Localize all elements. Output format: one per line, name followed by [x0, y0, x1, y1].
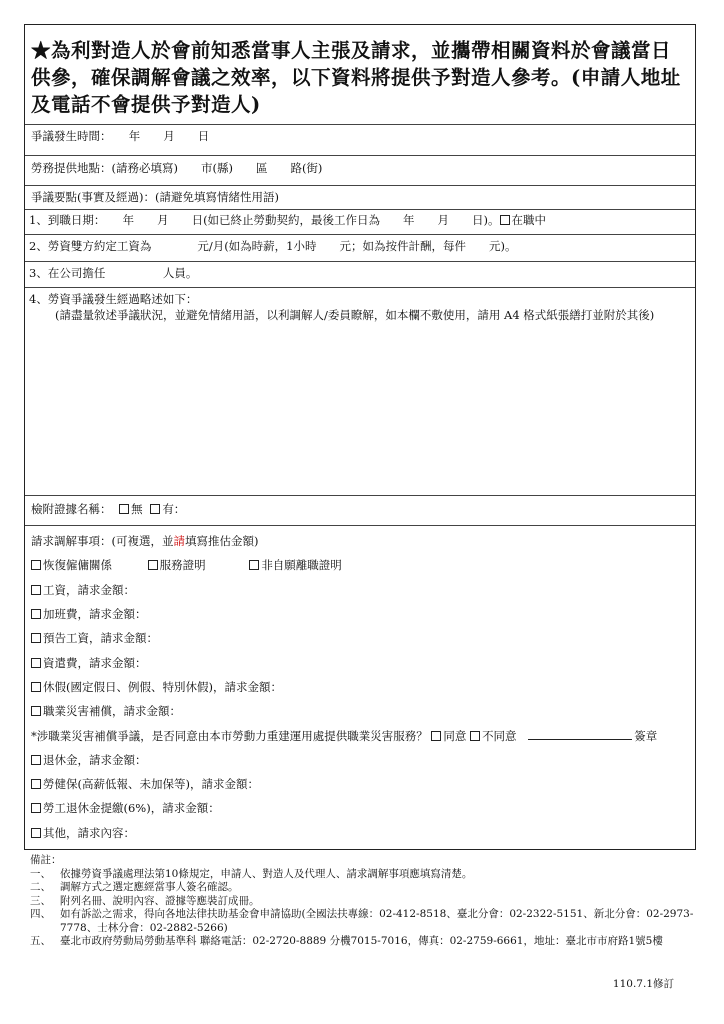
- request-item: 職業災害補償，請求金額：: [31, 704, 181, 718]
- request-heading: 請求調解事項：(可複選，並請填寫推估金額): [31, 534, 259, 548]
- agree-checkbox[interactable]: [431, 731, 441, 741]
- evidence-label: 檢附證據名稱：: [31, 502, 112, 516]
- note-item: 三、 附列名冊、說明內容、證據等應裝訂成冊。: [30, 894, 260, 907]
- note-item: 一、 依據勞資爭議處理法第10條規定，申請人、對造人及代理人、請求調解事項應填寫清楚。: [30, 867, 473, 880]
- dispute-form: [24, 24, 696, 850]
- request-row-1: 恢復僱傭關係 服務證明 非自願離職證明: [31, 558, 342, 572]
- divider: [25, 234, 695, 235]
- request-item: 勞健保(高薪低報、未加保等)，請求金額：: [31, 777, 259, 791]
- request-item: 工資，請求金額：: [31, 583, 135, 597]
- start-date-text[interactable]: 1、到職日期： 年 月 日(如已終止勞動契約，最後工作日為 年 月 日)。: [29, 213, 500, 227]
- form-title: ★為利對造人於會前知悉當事人主張及請求，並攜帶相關資料於會議當日供參，確保調解會議之效率，以下資料將提供予對造人參考。(申請人地址及電話不會提供予對造人): [31, 39, 681, 116]
- other-checkbox[interactable]: [31, 828, 41, 838]
- signature-line[interactable]: [528, 729, 632, 740]
- divider: [25, 287, 695, 288]
- restore-employment-checkbox[interactable]: [31, 560, 41, 570]
- occupational-injury-checkbox[interactable]: [31, 706, 41, 716]
- divider: [25, 155, 695, 156]
- pension-checkbox[interactable]: [31, 755, 41, 765]
- request-item: 勞工退休金提繳(6%)，請求金額：: [31, 801, 220, 815]
- request-item: 退休金，請求金額：: [31, 753, 147, 767]
- request-item: 預告工資，請求金額：: [31, 631, 158, 645]
- notes-label: 備註：: [30, 854, 62, 866]
- work-location-field[interactable]: 勞務提供地點：(請務必填寫) 市(縣) 區 路(街): [31, 161, 323, 175]
- wage-row[interactable]: 2、勞資雙方約定工資為 元/月(如為時薪，1小時 元；如為按件計酬，每件 元)。: [29, 239, 517, 253]
- occupational-service-row: *涉職業災害補償爭議，是否同意由本市勞動力重建運用處提供職業災害服務？ 同意 不同意 簽章: [31, 729, 658, 743]
- employed-checkbox[interactable]: [500, 215, 510, 225]
- divider: [25, 124, 695, 125]
- divider: [25, 495, 695, 496]
- dispute-points-label: 爭議要點(事實及經過)：(請避免填寫情緒性用語): [31, 190, 279, 204]
- employed-label: 在職中: [511, 213, 547, 227]
- severance-checkbox[interactable]: [31, 658, 41, 668]
- request-item: 其他，請求內容：: [31, 826, 135, 840]
- insurance-checkbox[interactable]: [31, 779, 41, 789]
- divider: [25, 209, 695, 210]
- note-item: 二、 調解方式之選定應經當事人簽名確認。: [30, 881, 239, 893]
- divider: [25, 185, 695, 186]
- request-item: 休假(國定假日、例假、特別休假)，請求金額：: [31, 680, 282, 694]
- involuntary-separation-checkbox[interactable]: [249, 560, 259, 570]
- evidence-yes-checkbox[interactable]: [150, 504, 160, 514]
- dispute-process-heading: 4、勞資爭議發生經過略述如下：: [29, 292, 198, 306]
- dispute-process-textarea[interactable]: [29, 345, 691, 495]
- evidence-none-label: 無: [131, 502, 143, 516]
- notice-pay-checkbox[interactable]: [31, 633, 41, 643]
- dispute-time-field[interactable]: 爭議發生時間： 年 月 日: [31, 129, 210, 143]
- dispute-process-instruction: (請盡量敘述爭議狀況，並避免情緒用語，以利調解人/委員瞭解，如本欄不敷使用，請用 A4 格式紙張繕打並附於其後): [55, 308, 655, 322]
- overtime-checkbox[interactable]: [31, 609, 41, 619]
- evidence-row: [31, 502, 185, 516]
- disagree-checkbox[interactable]: [470, 731, 480, 741]
- service-certificate-checkbox[interactable]: [148, 560, 158, 570]
- pension-contribution-checkbox[interactable]: [31, 803, 41, 813]
- request-item: 加班費，請求金額：: [31, 607, 147, 621]
- revision-date: 110.7.1修訂: [612, 978, 674, 990]
- divider: [25, 261, 695, 262]
- evidence-yes-label: 有：: [162, 502, 186, 516]
- note-item: 四、 如有訴訟之需求，得向各地法律扶助基金會申請協助(全國法扶專線：02-412-8518、臺北分會：02-2322-5151、新北分會：02-2973-7778、士林分會：02-2882-5266): [30, 908, 694, 934]
- notes-section: [30, 854, 694, 949]
- note-item: 五、 臺北市政府勞動局勞動基準科 聯絡電話：02-2720-8889 分機7015-7016，傳真：02-2759-6661，地址：臺北市市府路1號5樓: [30, 935, 663, 947]
- divider: [25, 525, 695, 526]
- position-row[interactable]: 3、在公司擔任 人員。: [29, 266, 198, 280]
- leave-checkbox[interactable]: [31, 682, 41, 692]
- evidence-none-checkbox[interactable]: [119, 504, 129, 514]
- request-item: 資遣費，請求金額：: [31, 656, 147, 670]
- wage-checkbox[interactable]: [31, 585, 41, 595]
- start-date-row: [29, 213, 546, 227]
